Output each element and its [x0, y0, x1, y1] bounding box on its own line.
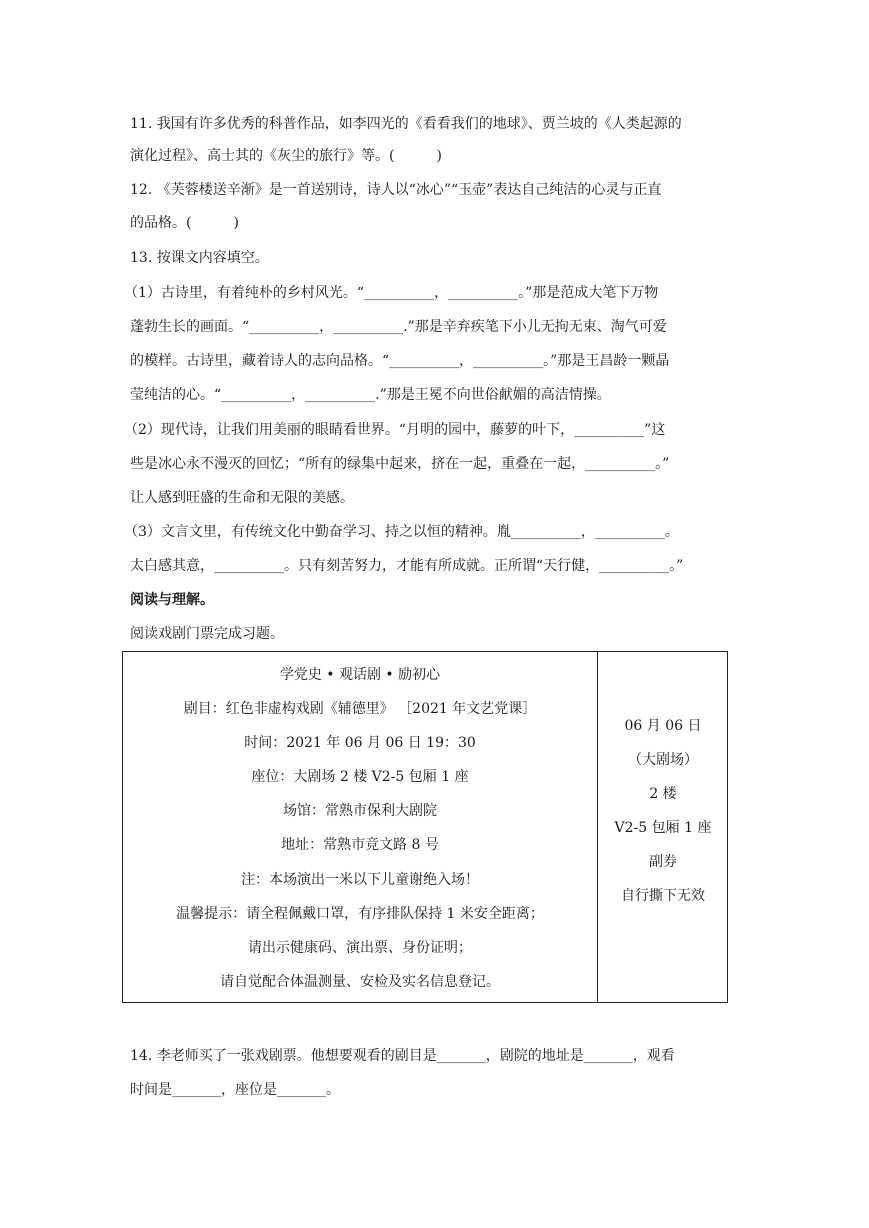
reading-intro: 阅读戏剧门票完成习题。 — [130, 626, 284, 642]
stub-validity-note: 自行撕下无效 — [621, 888, 705, 904]
question-13-part-2-line-3: 让人感到旺盛的生命和无限的美感。 — [130, 490, 354, 506]
question-14-line-2: 时间是_______，座位是_______。 — [130, 1082, 340, 1098]
ticket-time: 时间：2021 年 06 月 06 日 19：30 — [244, 735, 476, 751]
question-11-line-2: 演化过程》、高士其的《灰尘的旅行》等。( ) — [130, 148, 442, 164]
question-12-line-2: 的品格。( ) — [130, 215, 239, 231]
ticket-play: 剧目：红色非虚构戏剧《辅德里》 ［2021 年文艺党课］ — [183, 701, 537, 717]
theater-ticket — [122, 651, 728, 1003]
question-13-part-2-line-1: （2）现代诗，让我们用美丽的眼睛看世界。“月明的园中，藤萝的叶下，__________”这 — [124, 422, 666, 438]
ticket-address: 地址：常熟市竞文路 8 号 — [281, 837, 439, 853]
ticket-tip-1: 温馨提示：请全程佩戴口罩，有序排队保持 1 米安全距离； — [176, 906, 544, 922]
stub-label: 副券 — [649, 854, 677, 870]
ticket-tip-3: 请自觉配合体温测量、安检及实名信息登记。 — [220, 974, 500, 990]
question-12-line-1: 12. 《芙蓉楼送辛渐》是一首送别诗，诗人以“冰心”“玉壶”表达自己纯洁的心灵与正直 — [130, 182, 662, 198]
question-13-part-1-line-4: 莹纯洁的心。“__________，__________.”那是王冕不向世俗献媚的高洁情操。 — [130, 387, 611, 403]
question-13-part-3-line-1: （3）文言文里，有传统文化中勤奋学习、持之以恒的精神。胤__________，__________。 — [124, 524, 679, 540]
ticket-stub — [598, 652, 728, 1002]
question-11-line-1: 11. 我国有许多优秀的科普作品，如李四光的《看看我们的地球》、贾兰坡的《人类起源的 — [130, 116, 682, 132]
question-14-line-1: 14. 李老师买了一张戏剧票。他想要观看的剧目是_______，剧院的地址是_______，观看 — [130, 1048, 675, 1064]
question-13-part-2-line-2: 些是冰心永不漫灭的回忆；“所有的绿集中起来，挤在一起，重叠在一起，__________。” — [130, 456, 670, 472]
ticket-note: 注：本场演出一米以下儿童谢绝入场！ — [241, 872, 479, 888]
question-13-part-1-line-1: （1）古诗里，有着纯朴的乡村风光。“__________，__________。”那是范成大笔下万物 — [124, 285, 659, 301]
ticket-seat: 座位：大剧场 2 楼 V2-5 包厢 1 座 — [251, 769, 469, 785]
ticket-headline: 学党史 • 观话剧 • 励初心 — [279, 667, 441, 683]
question-13-part-1-line-2: 蓬勃生长的画面。“__________，__________.”那是辛弃疾笔下小儿无拘无束、淘气可爱 — [130, 319, 667, 335]
stub-seat: V2-5 包厢 1 座 — [614, 820, 712, 836]
ticket-venue: 场馆：常熟市保利大剧院 — [283, 803, 437, 819]
ticket-tip-2: 请出示健康码、演出票、身份证明； — [248, 940, 472, 956]
stub-hall: （大剧场） — [628, 752, 698, 768]
question-13-title: 13. 按课文内容填空。 — [130, 250, 269, 266]
stub-floor: 2 楼 — [649, 786, 677, 802]
section-title: 阅读与理解。 — [130, 592, 214, 608]
question-13-part-3-line-2: 太白感其意，__________。只有刻苦努力，才能有所成就。正所谓“天行健，__________。” — [130, 558, 684, 574]
question-13-part-1-line-3: 的模样。古诗里，藏着诗人的志向品格。“__________，__________。”那是王昌龄一颗晶 — [130, 353, 670, 369]
ticket-main-section — [123, 652, 597, 1002]
stub-date: 06 月 06 日 — [624, 718, 702, 734]
